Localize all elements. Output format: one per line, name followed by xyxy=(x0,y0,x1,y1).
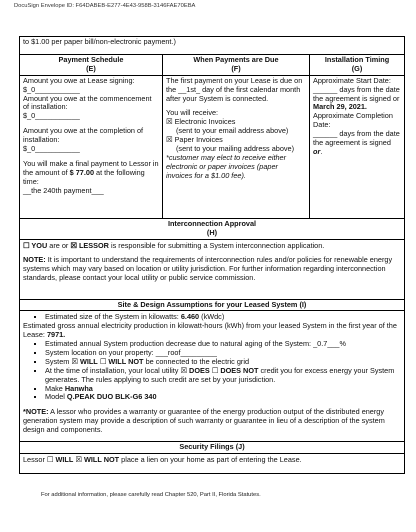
make-item: ▪ Make Hanwha xyxy=(45,385,401,394)
security-filings-body: Lessor ☐ WILL ☒ WILL NOT place a lien on your home as part of entering the Lease. xyxy=(23,455,302,465)
interconnection-body xyxy=(20,240,404,300)
utility-credit-item: ▪ At the time of installation, your local utility ☒ DOES ☐ DOES NOT credit you for excess energy your System generates. The rules applying to such credit are set by your jurisdiction. xyxy=(45,367,401,385)
production-estimate: Estimated gross annual electricity production in kilowatt-hours (kWh) from your leased System in the first year of the Lease: 7971. xyxy=(23,321,397,340)
system-size-item: ▪ Estimated size of the System in kilowatts: 6.460 (kWdc) xyxy=(45,313,401,322)
system-location-item: ▪ System location on your property: ___roof_________ xyxy=(45,349,401,358)
footer-note: For additional information, please carefully read Chapter 520, Part II, Florida Statutes. xyxy=(41,492,261,498)
schedule-header-row xyxy=(20,55,404,76)
signing-label: Amount you owe at Lease signing: xyxy=(23,75,135,85)
lease-disclosure-form xyxy=(19,36,405,474)
paper-invoices-note: (sent to your mailing address above) xyxy=(176,144,295,154)
schedule-body-row xyxy=(20,76,404,219)
payments-due-header: When Payments are Due (F) xyxy=(163,55,310,75)
top-line: to $1.00 per paper bill/non-electronic payment.) xyxy=(23,37,176,46)
payments-due-cell xyxy=(163,76,310,218)
security-filings-header: Security Filings (J) xyxy=(20,442,404,454)
electronic-invoices-note: (sent to your email address above) xyxy=(176,126,289,136)
interconnection-header: Interconnection Approval (H) xyxy=(20,219,404,240)
envelope-id: DocuSign Envelope ID: F64DABEB-E277-4E43-958B-3146FAE70EBA xyxy=(14,3,196,9)
first-payment-due: The first payment on your Lease is due on the __1st_ day of the first calendar month after your System is connected. xyxy=(166,75,303,103)
completion-date-text: ______ days from the date the agreement is signed or. xyxy=(313,129,400,156)
payment-schedule-header: Payment Schedule (E) xyxy=(20,55,163,75)
grid-connection-item: ▪ System ☒ WILL ☐ WILL NOT be connected to the electric grid xyxy=(45,358,401,367)
commencement-label: Amount you owe at the commencement of installation: xyxy=(23,93,152,112)
final-payment-text: You will make a final payment to Lessor in the amount of $ 77.00 at the following time: xyxy=(23,158,159,186)
start-date-label: Approximate Start Date: xyxy=(313,75,391,85)
start-date-text: ______ days from the date the agreement is signed or March 29, 2021. xyxy=(313,84,400,112)
final-payment-time: __the 240th payment___ xyxy=(23,185,104,195)
production-value: 7971. xyxy=(46,330,66,340)
site-design-note: *NOTE: A lessor who provides a warranty or guarantee of the energy production output of the distributed energy generation system may provide a description of such warranty or guarantee in lieu of a description of the system design and components. xyxy=(23,407,385,435)
system-size-value: 6.460 xyxy=(180,312,200,322)
installation-timing-cell xyxy=(310,76,404,218)
completion-date-label: Approximate Completion Date: xyxy=(313,111,393,130)
completion-amount: $_0___________ xyxy=(23,144,80,154)
commencement-amount: $_0___________ xyxy=(23,111,80,121)
top-line-row xyxy=(20,37,404,55)
signing-amount: $_0___________ xyxy=(23,84,80,94)
invoice-election-note: *customer may elect to receive either electronic or paper invoices (paper invoices for a $1.00 fee). xyxy=(166,152,287,180)
receive-label: You will receive: xyxy=(166,108,219,118)
site-design-header: Site & Design Assumptions for your Leased System (I) xyxy=(20,300,404,312)
interconnection-responsibility: ☐ YOU are or ☒ LESSOR is responsible for submitting a System interconnection application. xyxy=(23,240,325,250)
interconnection-note: NOTE: It is important to understand the requirements of interconnection rules and/or policies for renewable energy systems which may vary based on location or utility jurisdiction. For further information regarding interconnection standards, please contact your local utility or public service commission. xyxy=(23,255,393,283)
installation-timing-header: Installation Timing (G) xyxy=(324,55,390,73)
completion-label: Amount you owe at the completion of installation: xyxy=(23,126,144,145)
paper-invoices-option: ☒ Paper Invoices xyxy=(166,135,223,145)
payment-schedule-cell xyxy=(20,76,163,218)
production-decrease-item: ▪ Estimated annual System production decrease due to natural aging of the System: _0.7___% xyxy=(45,340,401,349)
site-design-body xyxy=(20,311,404,442)
electronic-invoices-option: ☒ Electronic Invoices xyxy=(166,117,236,127)
model-item: ▪ Model Q.PEAK DUO BLK-G6 340 xyxy=(45,393,401,402)
final-payment-amount: $ 77.00 xyxy=(69,167,95,177)
start-date-value: March 29, 2021. xyxy=(313,102,367,112)
